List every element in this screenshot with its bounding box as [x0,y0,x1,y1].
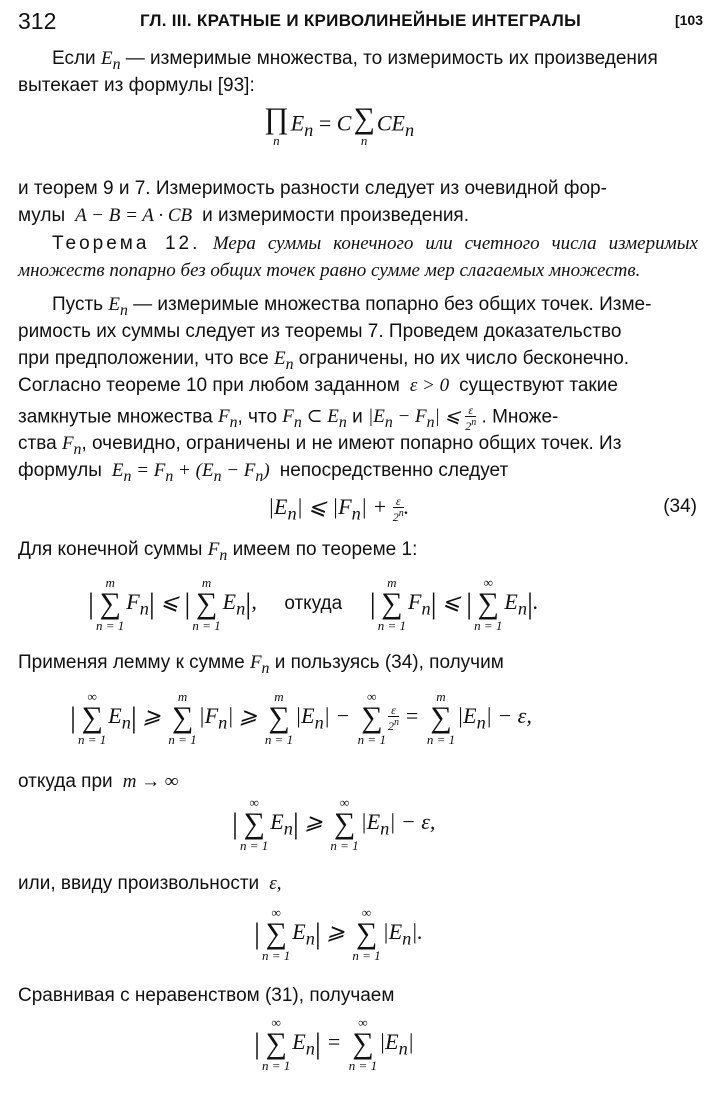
formula-equality: | ∞ ∑ n = 1 $E_n|$ = ∞ ∑ n = 1 $|E_n|$ [254,1015,414,1073]
proof-line5: замкнутые множества $F_n$, что $F_n$ ⊂ $E_n$ и $|E_n - F_n|$ ⩽ $\frac{\varepsilon}{2^n}$ . Множе- [18,403,559,433]
equation-34: $|E_n|$ ⩽ $|F_n|$ + $\frac{\varepsilon}{2^n}$ . [268,493,410,524]
proof-line1: Пусть $E_n$ — измеримые множества попарно без общих точек. Изме- [52,294,652,319]
formula-product: ∏ n $E_n = C$ ∑ n $CE_n$ [264,102,415,148]
equation-number-34: (34) [663,496,697,517]
section-number: [103 [674,12,703,28]
theorem-text: Мера суммы конечного или счетного числа измеримых множеств попарно без общих точек равно сумме мер слагаемых множеств. [18,233,698,281]
page-number: 312 [18,8,57,34]
formula-finite-sums: | m ∑ n = 1 $F_n|$ ⩽ | m ∑ n = 1 $E_n|$, откуда | m ∑ n = 1 $F_n|$ ⩽ | ∞ ∑ n = 1 $E_n|$. [88,575,539,633]
proof-line2: римость их суммы следует из теоремы 7. Проведем доказательство [18,321,622,342]
proof-line4: Согласно теореме 10 при любом заданном ε > 0 существуют такие [18,375,618,396]
para-compare: Сравнивая с неравенством (31), получаем [18,985,395,1006]
para1-line1: Если $E_n$ — измеримые множества, то измеримость их произведения [52,48,658,73]
theorem-label: Теорема 12. [52,233,201,254]
proof-line3: при предположении, что все $E_n$ ограничены, но их число бесконечно. [18,348,630,373]
para-limit: откуда при m → ∞ [18,771,179,792]
page-header [18,8,707,36]
para2-line2: мулы A − B = A · CB и измеримости произведения. [18,205,469,226]
para-arbitrary: или, ввиду произвольности ε, [18,873,282,894]
formula-inequality: | ∞ ∑ n = 1 $E_n|$ ⩾ ∞ ∑ n = 1 $|E_n|$. [254,905,423,963]
para2-line1: и теорем 9 и 7. Измеримость разности следует из очевидной фор- [18,178,607,199]
proof-line6: ства $F_n$, очевидно, ограничены и не имеют попарно общих точек. Из [18,433,622,458]
para1-line2: вытекает из формулы [93]: [18,75,255,96]
math-En: $E_n$ [100,48,121,73]
theorem-12 [18,230,698,284]
formula-limit: | ∞ ∑ n = 1 $E_n|$ ⩾ ∞ ∑ n = 1 $|E_n| - \varepsilon$, [232,795,436,853]
proof-line7: формулы $E_n = F_n + (E_n - F_n)$ непосредственно следует [18,460,509,485]
running-head: ГЛ. III. КРАТНЫЕ И КРИВОЛИНЕЙНЫЕ ИНТЕГРАЛЫ [140,11,582,30]
formula-lemma-chain: | ∞ ∑ n = 1 $E_n|$ ⩾ m ∑ n = 1 $|F_n|$ ⩾ m ∑ n = 1 $|E_n|$ − ∞ ∑ n = 1 $\frac{\varepsilon}{2^n}$ = m ∑ n = 1 $|E_n| - \varepsilon$, [70,689,532,747]
para-finite-sum: Для конечной суммы $F_n$ имеем по теореме 1: [18,539,418,564]
math-difference: A − B = A · CB [70,205,197,226]
para-lemma: Применяя лемму к сумме $F_n$ и пользуясь (34), получим [18,652,504,677]
